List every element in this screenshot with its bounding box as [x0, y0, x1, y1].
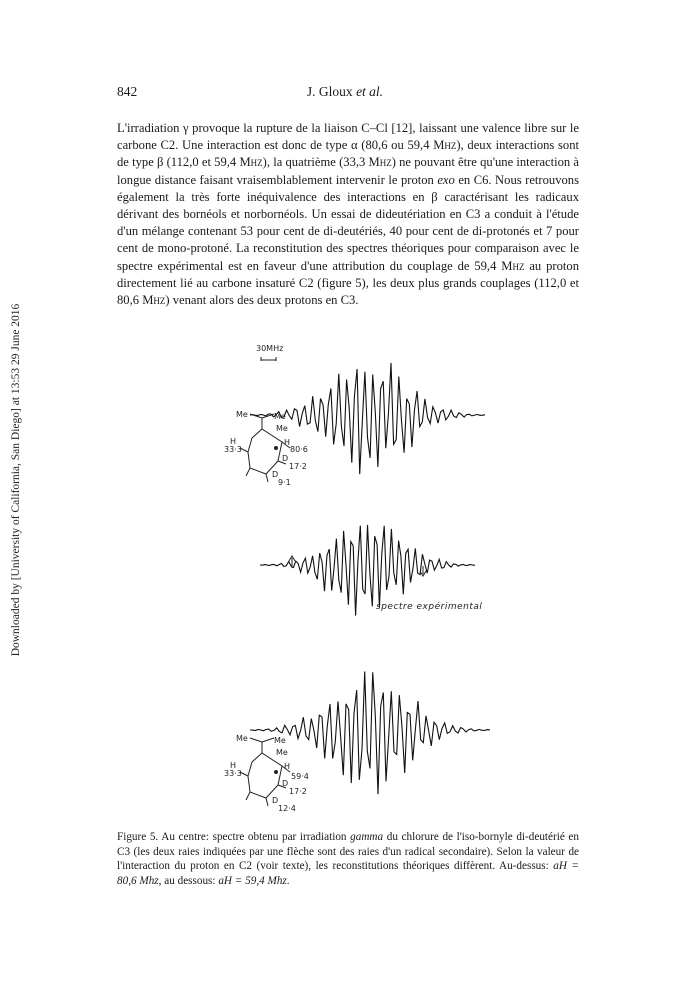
- top-d2: D: [272, 470, 279, 479]
- unit-mhz: Mhz: [501, 258, 525, 273]
- bottom-h-right-value: 59·4: [291, 772, 309, 781]
- caption-gamma: gamma: [350, 831, 384, 843]
- author-names: J. Gloux: [306, 84, 357, 99]
- esr-spectra-figure: [200, 330, 530, 830]
- bottom-me-3: Me: [276, 748, 288, 757]
- body-paragraph: [117, 120, 579, 309]
- unit-mhz: Mhz: [368, 155, 392, 170]
- figure-caption: [117, 830, 579, 888]
- bottom-d2-value: 12·4: [278, 804, 296, 813]
- figure-5: [200, 330, 530, 830]
- running-header: [117, 84, 573, 102]
- download-watermark-text: Downloaded by [University of California, San Diego] at 13:53 29 June 2016: [10, 303, 22, 657]
- author-etal: et al.: [356, 84, 384, 99]
- caption-a-top: aH = 80,6 Mhz: [117, 860, 579, 887]
- top-d2-value: 9·1: [278, 478, 291, 487]
- bottom-d1: D: [282, 779, 289, 788]
- middle-spectrum-label: spectre expérimental: [376, 602, 483, 612]
- scale-bar: [261, 357, 276, 361]
- top-h-left: H: [230, 437, 237, 446]
- spectrum-bottom-trace: [250, 672, 490, 795]
- top-h-left-value: 33·3: [224, 445, 242, 454]
- bottom-h-left-value: 33·3: [224, 769, 242, 778]
- para-seg-4: ) ne pouvant être qu'une interaction à longue distance faisant vraisemblablement intervenir le proton: [117, 155, 580, 187]
- top-d1: D: [282, 454, 289, 463]
- unit-mhz: Mhz: [142, 293, 166, 308]
- caption-seg-1: Au centre: spectre obtenu par irradiation: [158, 831, 351, 843]
- bottom-h-left: H: [230, 761, 237, 770]
- page-number: 842: [117, 84, 138, 99]
- scale-bar-label: 30MHz: [256, 344, 284, 353]
- top-me-1: Me: [236, 410, 248, 419]
- para-seg-2: ), deux interactions sont de type β (112,0 et 59,4: [117, 138, 579, 170]
- top-h-right: H: [284, 438, 291, 447]
- top-h-right-value: 80·6: [290, 445, 308, 454]
- exo-italic: exo: [437, 172, 455, 187]
- top-d1-value: 17·2: [289, 462, 307, 471]
- caption-label: Figure 5.: [117, 831, 159, 843]
- top-me-2: Me: [274, 412, 286, 421]
- top-me-3: Me: [276, 424, 288, 433]
- para-seg-5: en C6. Nous retrouvons également la très forte inéquivalence des interactions en β caractérisant les radicaux dérivant des bornéols et norbornéols. Un essai de dideutériation en C3 a conduit à l'étude d'un mélange contenant 53 pour cent de di-deutériés, 40 pour cent de di-protonés et 7 pour cent de mono-protoné. La reconstitution des spectres théoriques pour comparaison avec le spectre expérimental est en faveur d'une attribution du couplage de 59,4: [117, 172, 580, 273]
- caption-seg-4: .: [286, 874, 290, 887]
- download-watermark: [6, 100, 26, 860]
- caption-seg-2: du chlorure de l'iso-bornyle di-deutérié en C3 (les deux raies indiquées par une flèche sont des raies d'un radical secondaire). Selon la valeur de l'interaction du proton en C2 (voir texte), les reconstitutions théoriques diffèrent. Au-dessus:: [117, 831, 579, 873]
- bottom-d2: D: [272, 796, 279, 805]
- para-seg-7: ) venant alors des deux protons en C3.: [165, 293, 359, 308]
- bottom-me-1: Me: [236, 734, 248, 743]
- caption-a-bottom: aH = 59,4 Mhz: [218, 874, 287, 887]
- bottom-h-right: H: [284, 762, 291, 771]
- bottom-me-2: Me: [274, 736, 286, 745]
- author-line: [117, 84, 573, 100]
- unit-mhz: Mhz: [239, 155, 263, 170]
- para-seg-6: au proton directement lié au carbone insaturé C2 (figure 5), les deux plus grands couplages (112,0 et 80,6: [117, 258, 579, 308]
- caption-seg-3: , au dessous:: [158, 874, 219, 887]
- para-seg-1: L'irradiation γ provoque la rupture de la liaison C–Cl [12], laissant une valence libre sur le carbone C2. Une interaction est donc de type α (80,6 ou 59,4: [117, 121, 579, 153]
- para-seg-3: ), la quatrième (33,3: [262, 155, 369, 170]
- unit-mhz: Mhz: [433, 138, 457, 153]
- bottom-d1-value: 17·2: [289, 787, 307, 796]
